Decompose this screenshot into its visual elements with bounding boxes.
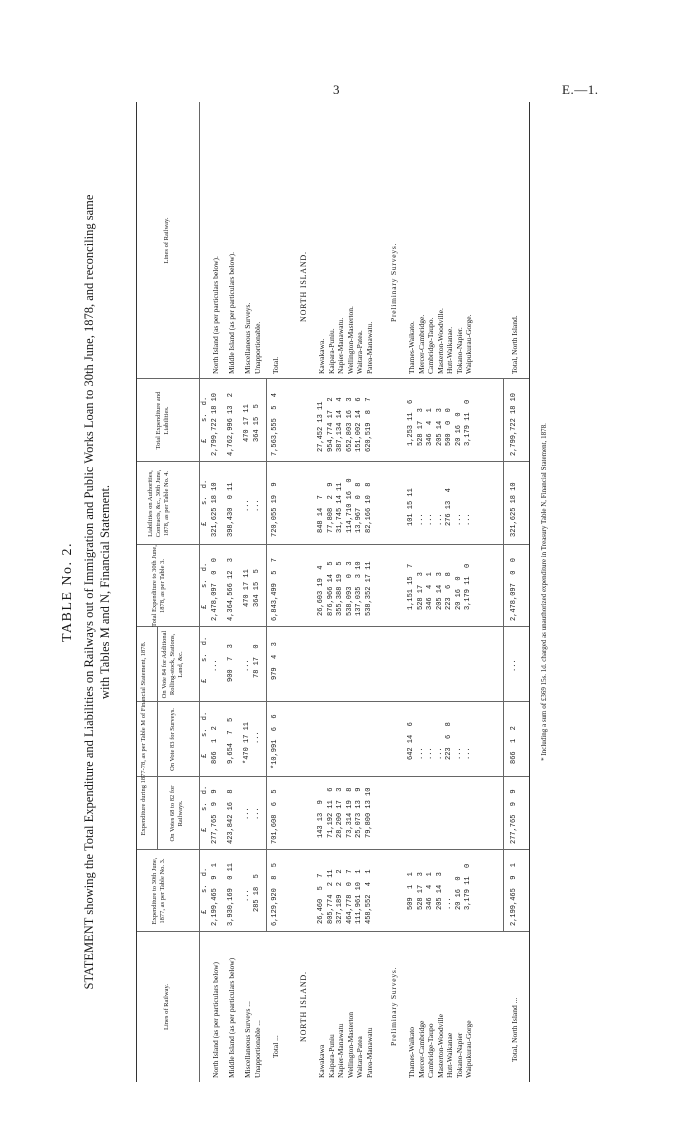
cell-total-liab: 151,002 14 6 <box>355 397 363 452</box>
cell-liab: ... <box>464 513 472 526</box>
cell-exp1877: ... <box>243 889 251 902</box>
cell-v83: ... <box>464 747 472 760</box>
cell-total: 364 15 5 <box>253 569 261 607</box>
cell-v68: 25,073 13 9 <box>355 787 363 838</box>
cell-total-liab: 364 15 5 <box>253 404 261 442</box>
cell-exp1877: 2,199,465 9 1 <box>211 862 219 926</box>
cell-liab: 13,967 0 8 <box>355 482 363 533</box>
total-rule <box>503 379 504 932</box>
cell-exp1877: 805,774 2 11 <box>326 869 335 924</box>
cell-liab: 82,166 10 8 <box>364 482 373 533</box>
table-row-label: Thames-Waikato <box>407 1026 416 1078</box>
table-row-label-right: Mercer-Cambridge. <box>416 314 426 374</box>
column-rule <box>137 701 529 702</box>
cell-exp1877: 509 1 1 <box>407 872 415 910</box>
header-total-exp-liab: Total Expenditure and Liabilities. <box>155 391 170 450</box>
ni-total-total: 2,478,097 0 0 <box>510 557 518 621</box>
unit-label: £ s. d. <box>201 396 209 443</box>
cell-exp1877: 464,778 0 7 <box>345 869 354 924</box>
cell-v83: ... <box>416 747 425 760</box>
table-row-label-right: Napier-Manawatu. <box>336 317 345 374</box>
cell-total: 538,352 17 11 <box>364 561 373 616</box>
cell-v83: ... <box>435 747 444 760</box>
cell-v84: ... <box>243 659 251 672</box>
header-rule <box>199 102 200 1082</box>
cell-total: 538,093 0 3 <box>345 561 354 616</box>
cell-v83: 223 6 8 <box>445 722 453 760</box>
cell-total: 223 6 8 <box>445 572 453 610</box>
section-heading-north-island-right: NORTH ISLAND. <box>299 251 308 322</box>
cell-total-liab: 954,774 17 2 <box>326 397 335 452</box>
cell-liab: ... <box>253 499 261 512</box>
cell-total-liab: 1,253 11 6 <box>407 399 415 446</box>
row-label-right: Middle Island (as per particulars below). <box>227 251 236 374</box>
header-votes-68-82: On Votes 68 to 82 for Railways. <box>169 785 184 842</box>
cell-v68: 277,765 9 9 <box>211 789 219 844</box>
table-row-label: Waipukurau-Gorge <box>464 1020 473 1078</box>
ni-total-label: Total, North Island ... <box>510 997 519 1062</box>
cell-exp1877: 285 18 5 <box>253 874 261 912</box>
table-row-label: Mercer-Cambridge <box>416 1020 426 1078</box>
header-liabilities: Liabilities on Authorities, Contracts, &c., 30th June, 1878, as per Table No. 4. <box>147 469 170 538</box>
cell-total: 346 4 1 <box>426 572 434 610</box>
cell-total: 355,388 19 5 <box>336 561 344 616</box>
total-label: Total ... <box>271 1035 280 1058</box>
cell-v83: *470 17 11 <box>243 721 251 764</box>
unit-label: £ s. d. <box>201 711 209 758</box>
total-rule <box>266 379 267 932</box>
section-heading-preliminary-surveys: Preliminary Surveys. <box>389 966 398 1046</box>
column-rule <box>137 931 529 932</box>
cell-total: 4,364,566 12 3 <box>227 557 235 621</box>
table-row-label: Kaipara-Puniu <box>326 1034 336 1078</box>
total-total-liab: 7,563,555 5 4 <box>271 392 279 456</box>
cell-v68: 71,192 11 6 <box>326 787 335 838</box>
table-row-label: Masterton-Woodville <box>435 1014 445 1078</box>
header-lines-of-railway-right: Lines of Railway. <box>163 217 170 264</box>
header-lines-of-railway: Lines of Railway. <box>163 984 170 1030</box>
table-row-label: Tokano-Napier <box>454 1032 464 1078</box>
cell-liab: 276 13 4 <box>445 488 453 526</box>
total-label-right: Total. <box>271 356 280 374</box>
cell-total-liab: 620,519 8 7 <box>364 397 373 452</box>
cell-total: 528 17 3 <box>416 572 425 610</box>
column-rule <box>137 378 529 379</box>
table-row-label-right: Cambridge-Taupo. <box>426 317 435 374</box>
table-row-label: Napier-Manawatu <box>336 1023 345 1078</box>
row-label-right: Miscellaneous Surveys. <box>243 302 252 374</box>
rotated-table-page <box>60 102 580 1082</box>
header-vote-84: On Vote 84 for Additional Rolling-stock, Stations, Land, &c. <box>161 630 184 699</box>
footnote: * Including a sum of £369 15s. 1d. charged as unauthorized expenditure in Treasury Table N, Financial Statement, 1878. <box>540 423 548 761</box>
column-rule <box>137 626 529 627</box>
cell-v68: 79,800 13 10 <box>364 787 373 838</box>
cell-total: 3,179 11 0 <box>464 563 472 610</box>
cell-v83: ... <box>454 747 463 760</box>
total-total: 6,843,499 5 7 <box>271 557 279 621</box>
cell-exp1877: 111,961 10 1 <box>355 869 363 924</box>
table-row-label: Waitara-Patea <box>355 1036 364 1078</box>
table-title: TABLE No. 2. <box>60 541 75 643</box>
cell-liab: 77,808 2 9 <box>326 482 335 533</box>
cell-exp1877: 327,189 2 2 <box>336 869 344 924</box>
cell-v68: ... <box>243 807 251 820</box>
expenditure-table <box>136 102 530 1082</box>
cell-total-liab: 205 14 3 <box>435 408 444 446</box>
cell-liab: ... <box>426 513 434 526</box>
cell-liab: ... <box>416 513 425 526</box>
table-row-label: Hutt-Waikanae <box>445 1032 454 1078</box>
table-row-label-right: Masterton-Woodville. <box>435 308 445 374</box>
unit-label: £ s. d. <box>201 562 209 609</box>
unit-label: £ s. d. <box>201 479 209 526</box>
cell-total-liab: 652,803 16 3 <box>345 397 354 452</box>
cell-liab: 101 15 11 <box>407 488 415 526</box>
ni-total-v83: 866 1 2 <box>510 726 518 764</box>
cell-total: 20 16 0 <box>454 576 463 610</box>
cell-exp1877: 458,552 4 1 <box>364 869 373 924</box>
column-rule <box>137 776 529 777</box>
cell-total-liab: 528 17 3 <box>416 408 425 446</box>
cell-v84: 78 17 0 <box>253 644 261 678</box>
cell-total: 876,966 14 5 <box>326 561 335 616</box>
document-reference: E.—1. <box>562 82 599 97</box>
table-row-label: Wellington-Masterton <box>345 1011 355 1078</box>
column-rule <box>137 544 529 545</box>
cell-total-liab: 27,452 13 11 <box>317 401 325 452</box>
header-exp-during-group: Expenditure during 1877-78, as per Table M of Financial Statement, 1878. <box>140 641 147 836</box>
cell-v84: 900 7 3 <box>227 644 235 682</box>
table-row-label-right: Tokano-Napier. <box>454 327 464 374</box>
ni-total-total-liab: 2,799,722 18 10 <box>510 392 518 456</box>
cell-liab: ... <box>454 513 463 526</box>
cell-liab: 321,625 18 10 <box>211 482 219 537</box>
total-exp1877: 6,129,920 8 5 <box>271 862 279 926</box>
cell-total: 1,151 15 7 <box>407 563 415 610</box>
total-liab: 720,055 19 9 <box>271 482 279 537</box>
cell-total: 205 14 3 <box>435 572 444 610</box>
cell-v83: 9,654 7 5 <box>227 717 235 764</box>
cell-exp1877: 528 17 3 <box>416 872 425 910</box>
cell-liab: 398,430 0 11 <box>227 482 235 537</box>
cell-v68: 73,314 19 8 <box>345 787 354 838</box>
cell-total-liab: 387,134 14 4 <box>336 397 344 452</box>
total-v68: 701,608 6 5 <box>271 789 279 844</box>
cell-total: 137,035 3 10 <box>355 561 363 616</box>
cell-v68: 28,200 17 3 <box>336 787 344 838</box>
cell-v84: ... <box>211 659 219 672</box>
cell-exp1877: 20 16 0 <box>454 876 463 910</box>
header-vote-83: On Vote 83 for Surveys. <box>169 708 176 771</box>
section-heading-north-island: NORTH ISLAND. <box>299 971 308 1042</box>
table-row-label-right: Wellington-Masterton. <box>345 306 355 374</box>
table-row-label-right: Kaipara-Puniu. <box>326 328 336 374</box>
statement-line-1: STATEMENT showing the Total Expenditure and Liabilities on Railways out of Immigration and Public Works Loan to 30th June, 1878, and reconciling same <box>82 194 96 990</box>
row-label: Middle Island (as per particulars below) <box>227 957 236 1078</box>
table-row-label-right: Waipukurau-Gorge. <box>464 314 473 374</box>
ni-total-label-right: Total, North Island. <box>510 315 519 374</box>
table-row-label-right: Kawakawa. <box>317 338 326 374</box>
cell-exp1877: 346 4 1 <box>426 872 434 910</box>
row-label-right: North Island (as per particulars below). <box>211 256 220 374</box>
table-row-label: Cambridge-Taupo <box>426 1023 435 1078</box>
unit-label: £ s. d. <box>201 785 209 832</box>
row-label: Miscellaneous Surveys ... <box>243 1001 252 1078</box>
ni-total-liab: 321,625 18 10 <box>510 482 518 537</box>
header-total-exp: Total Expenditure to 30th June, 1878, as per Table 3. <box>151 545 166 627</box>
cell-v83: ... <box>426 747 434 760</box>
cell-total-liab: 470 17 11 <box>243 404 251 442</box>
table-row-label: Patea-Manawatu <box>364 1027 374 1078</box>
row-label-right: Unapportionable. <box>253 321 262 374</box>
cell-total-liab: 3,179 11 0 <box>464 399 472 446</box>
section-heading-preliminary-surveys-right: Preliminary Surveys. <box>389 242 398 322</box>
cell-total: 2,478,097 0 0 <box>211 557 219 621</box>
column-rule <box>137 461 529 462</box>
cell-total-liab: 2,799,722 18 10 <box>211 392 219 456</box>
ni-total-exp1877: 2,199,465 9 1 <box>510 862 518 926</box>
cell-total: 470 17 11 <box>243 569 251 607</box>
table-row-label-right: Waitara-Patea. <box>355 330 364 374</box>
ni-total-v68: 277,765 9 9 <box>510 789 518 844</box>
page-number: 3 <box>333 82 340 97</box>
cell-v68: ... <box>253 807 261 820</box>
cell-v83: 866 1 2 <box>211 726 219 764</box>
cell-exp1877: ... <box>445 897 453 910</box>
row-label: North Island (as per particulars below) <box>211 961 220 1078</box>
cell-exp1877: 3,930,169 0 11 <box>227 862 235 926</box>
cell-liab: ... <box>435 513 444 526</box>
cell-liab: 848 14 7 <box>317 495 325 533</box>
ni-total-v84: ... <box>510 659 518 672</box>
cell-liab: 114,710 16 0 <box>345 478 354 533</box>
cell-v68: 423,842 16 8 <box>227 789 235 844</box>
header-exp-1877: Expenditure to 30th June, 1877, as per Table No. 3. <box>151 857 166 925</box>
cell-exp1877: 205 14 3 <box>435 872 444 910</box>
cell-liab: ... <box>243 499 251 512</box>
table-row-label-right: Patea-Manawatu. <box>364 321 374 374</box>
statement-line-2: with Tables M and N, Financial Statement. <box>98 484 112 700</box>
cell-total-liab: 20 16 0 <box>454 412 463 446</box>
column-rule <box>137 849 529 850</box>
table-row-label: Kawakawa <box>317 1044 326 1078</box>
cell-v83: 642 14 6 <box>407 722 415 760</box>
unit-label: £ s. d. <box>201 867 209 914</box>
cell-exp1877: 26,460 5 7 <box>317 873 325 924</box>
cell-v68: 143 13 9 <box>317 800 325 838</box>
header-rule <box>157 627 158 850</box>
cell-total-liab: 500 0 0 <box>445 408 453 446</box>
cell-exp1877: 3,179 11 0 <box>464 863 472 910</box>
cell-liab: 31,745 14 11 <box>336 482 344 533</box>
table-row-label-right: Thames-Waikato. <box>407 321 416 374</box>
cell-total-liab: 346 4 1 <box>426 408 434 446</box>
cell-total: 26,603 19 4 <box>317 565 325 616</box>
total-v83: *10,991 6 6 <box>271 714 279 769</box>
row-label: Unapportionable ... <box>253 1020 262 1078</box>
table-row-label-right: Hutt-Waikanae. <box>445 326 454 374</box>
unit-label: £ s. d. <box>201 636 209 683</box>
total-v84: 979 4 3 <box>271 642 279 680</box>
cell-total-liab: 4,762,996 13 2 <box>227 392 235 456</box>
cell-v83: ... <box>253 731 261 744</box>
